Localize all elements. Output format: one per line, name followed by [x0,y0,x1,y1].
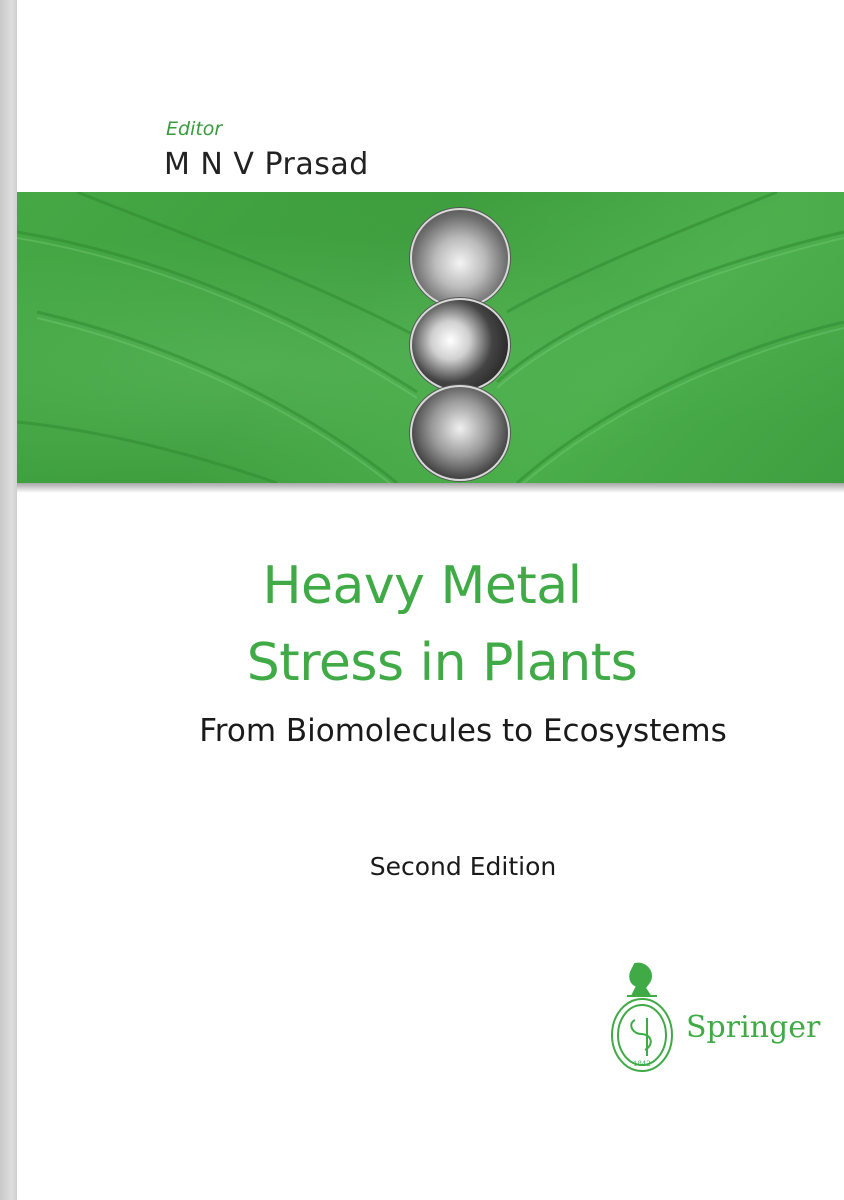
publisher-name: Springer [686,1010,821,1045]
daisy-flowers-medallion [410,298,510,392]
title-line-1: Heavy Metal [262,556,582,616]
lotus-flower-medallion [410,208,510,308]
subtitle: From Biomolecules to Ecosystems [199,713,727,749]
svg-text:1842: 1842 [633,1060,651,1068]
banner-shadow [17,483,844,493]
springer-knight-logo-icon [607,960,677,1078]
editor-label: Editor [166,118,223,140]
leaf-banner [17,192,844,483]
title-line-2: Stress in Plants [246,633,638,693]
edition-label: Second Edition [369,852,557,881]
flower-buds-medallion [410,385,510,481]
editor-name: M N V Prasad [164,147,369,182]
